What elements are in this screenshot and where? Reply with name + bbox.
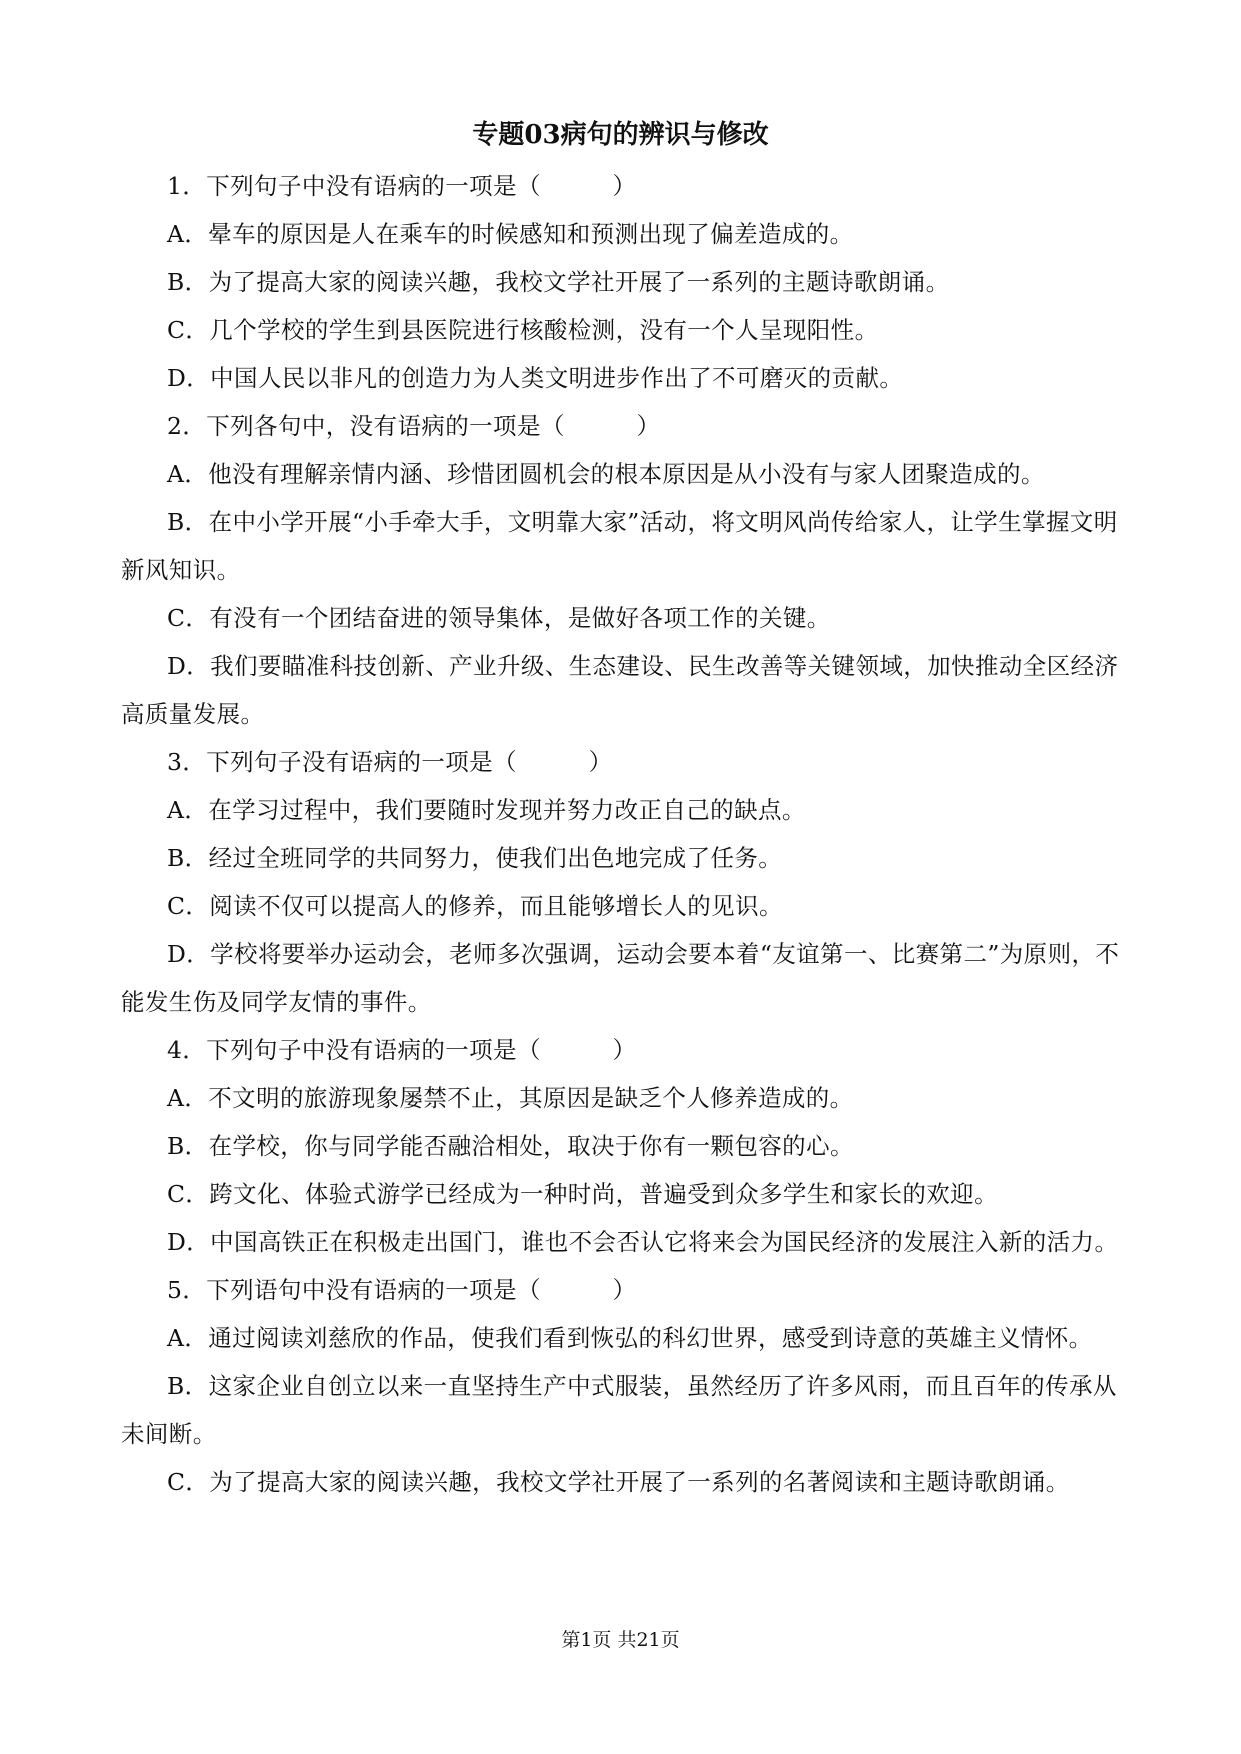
question-1-option-d: D．中国人民以非凡的创造力为人类文明进步作出了不可磨灭的贡献。 xyxy=(167,364,904,392)
question-5-option-c: C．为了提高大家的阅读兴趣，我校文学社开展了一系列的名著阅读和主题诗歌朗诵。 xyxy=(167,1468,1070,1496)
question-3-option-b: B．经过全班同学的共同努力，使我们出色地完成了任务。 xyxy=(167,844,783,872)
question-2-option-a: A．他没有理解亲情内涵、珍惜团圆机会的根本原因是从小没有与家人团聚造成的。 xyxy=(167,460,1045,488)
question-2-option-b: B．在中小学开展“小手牵大手，文明靠大家”活动，将文明风尚传给家人，让学生掌握文明新风知识。 xyxy=(121,508,1118,584)
question-2-option-d: D．我们要瞄准科技创新、产业升级、生态建设、民生改善等关键领域，加快推动全区经济高质量发展。 xyxy=(121,652,1119,728)
question-2-stem: 2．下列各句中，没有语病的一项是（ ） xyxy=(167,412,661,440)
document-body xyxy=(121,162,1121,1506)
question-4-option-d: D．中国高铁正在积极走出国门，谁也不会否认它将来会为国民经济的发展注入新的活力。 xyxy=(167,1228,1119,1256)
question-4-option-c: C．跨文化、体验式游学已经成为一种时尚，普遍受到众多学生和家长的欢迎。 xyxy=(167,1180,998,1208)
question-4-option-b: B．在学校，你与同学能否融洽相处，取决于你有一颗包容的心。 xyxy=(167,1132,854,1160)
question-3-option-d: D．学校将要举办运动会，老师多次强调，运动会要本着“友谊第一、比赛第二”为原则，不能发生伤及同学友情的事件。 xyxy=(121,940,1120,1016)
question-2-option-c: C．有没有一个团结奋进的领导集体，是做好各项工作的关键。 xyxy=(167,604,831,632)
question-5-option-b: B．这家企业自创立以来一直坚持生产中式服装，虽然经历了许多风雨，而且百年的传承从未间断。 xyxy=(121,1372,1117,1448)
question-5-stem: 5．下列语句中没有语病的一项是（ ） xyxy=(167,1276,637,1304)
question-5-option-a: A．通过阅读刘慈欣的作品，使我们看到恢弘的科幻世界，感受到诗意的英雄主义情怀。 xyxy=(167,1324,1093,1352)
page-footer: 第1页 共21页 xyxy=(561,1629,680,1651)
question-1-option-c: C．几个学校的学生到县医院进行核酸检测，没有一个人呈现阳性。 xyxy=(167,316,879,344)
question-3-stem: 3．下列句子没有语病的一项是（ ） xyxy=(167,748,613,776)
question-4-option-a: A．不文明的旅游现象屡禁不止，其原因是缺乏个人修养造成的。 xyxy=(167,1084,854,1112)
question-3-option-c: C．阅读不仅可以提高人的修养，而且能够增长人的见识。 xyxy=(167,892,783,920)
question-1-option-b: B．为了提高大家的阅读兴趣，我校文学社开展了一系列的主题诗歌朗诵。 xyxy=(167,268,950,296)
question-1-stem: 1．下列句子中没有语病的一项是（ ） xyxy=(167,172,637,200)
question-1-option-a: A．晕车的原因是人在乘车的时候感知和预测出现了偏差造成的。 xyxy=(167,220,854,248)
document-title: 专题03病句的辨识与修改 xyxy=(472,120,769,150)
question-4-stem: 4．下列句子中没有语病的一项是（ ） xyxy=(167,1036,637,1064)
question-3-option-a: A．在学习过程中，我们要随时发现并努力改正自己的缺点。 xyxy=(167,796,806,824)
